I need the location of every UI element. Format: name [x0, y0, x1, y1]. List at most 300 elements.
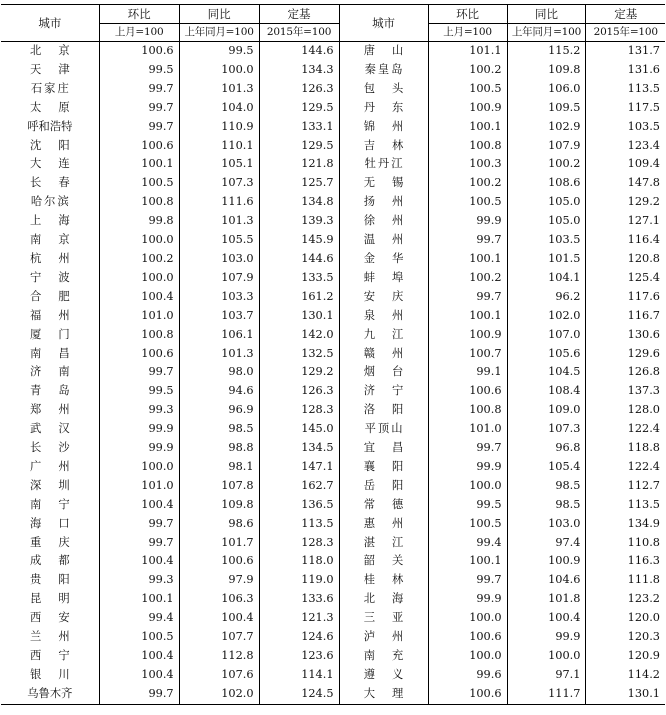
- city-cell: 广州: [1, 458, 99, 477]
- table-row: [1, 250, 665, 269]
- yoy-value-cell: 97.4: [507, 534, 586, 553]
- city-cell: 西宁: [1, 647, 99, 666]
- table-row: [1, 666, 665, 685]
- mom-value-cell: 100.6: [428, 628, 507, 647]
- fixed-value-cell: 122.4: [586, 420, 665, 439]
- mom-value-cell: 101.0: [428, 420, 507, 439]
- table-row: [1, 382, 665, 401]
- city-cell: 厦门: [1, 326, 99, 345]
- fixed-value-cell: 120.8: [586, 250, 665, 269]
- city-cell: 重庆: [1, 534, 99, 553]
- city-cell: 徐州: [339, 212, 428, 231]
- yoy-value-cell: 102.9: [507, 118, 586, 137]
- fixed-value-cell: 161.2: [259, 288, 339, 307]
- city-cell: 武汉: [1, 420, 99, 439]
- mom-value-cell: 99.7: [428, 439, 507, 458]
- mom-value-cell: 99.1: [428, 363, 507, 382]
- yoy-value-cell: 99.5: [179, 42, 259, 61]
- yoy-value-cell: 109.8: [507, 61, 586, 80]
- city-cell: 济宁: [339, 382, 428, 401]
- table-row: [1, 609, 665, 628]
- fixed-value-cell: 137.3: [586, 382, 665, 401]
- mom-value-cell: 100.4: [99, 647, 179, 666]
- yoy-value-cell: 103.5: [507, 231, 586, 250]
- mom-value-cell: 100.0: [428, 609, 507, 628]
- city-header-right: 城市: [339, 5, 428, 42]
- mom-value-cell: 99.7: [99, 118, 179, 137]
- fixed-value-cell: 120.9: [586, 647, 665, 666]
- header-row-sub: [1, 24, 665, 42]
- city-cell: 温州: [339, 231, 428, 250]
- yoy-value-cell: 110.1: [179, 137, 259, 156]
- mom-value-cell: 99.4: [428, 534, 507, 553]
- city-cell: 金华: [339, 250, 428, 269]
- mom-value-cell: 99.7: [428, 288, 507, 307]
- fixed-value-cell: 133.6: [259, 590, 339, 609]
- table-row: [1, 496, 665, 515]
- fixed-value-cell: 124.6: [259, 628, 339, 647]
- mom-value-cell: 100.2: [428, 269, 507, 288]
- city-cell: 长沙: [1, 439, 99, 458]
- city-cell: 宜昌: [339, 439, 428, 458]
- fixed-value-cell: 129.2: [259, 363, 339, 382]
- mom-value-cell: 99.7: [428, 571, 507, 590]
- price-index-table-container: [1, 4, 665, 705]
- yoy-value-cell: 105.5: [179, 231, 259, 250]
- yoy-value-cell: 101.7: [179, 534, 259, 553]
- fixed-value-cell: 117.5: [586, 99, 665, 118]
- fixed-value-cell: 123.6: [259, 647, 339, 666]
- yoy-value-cell: 104.1: [507, 269, 586, 288]
- city-cell: 大理: [339, 685, 428, 704]
- yoy-header-left: 同比: [179, 5, 259, 24]
- fixed-value-cell: 123.4: [586, 137, 665, 156]
- city-cell: 唐山: [339, 42, 428, 61]
- city-cell: 洛阳: [339, 401, 428, 420]
- city-cell: 南宁: [1, 496, 99, 515]
- city-cell: 吉林: [339, 137, 428, 156]
- yoy-value-cell: 102.0: [507, 307, 586, 326]
- mom-value-cell: 100.5: [428, 80, 507, 99]
- fixed-value-cell: 130.6: [586, 326, 665, 345]
- mom-value-cell: 99.5: [428, 496, 507, 515]
- mom-value-cell: 99.3: [99, 571, 179, 590]
- yoy-value-cell: 103.0: [179, 250, 259, 269]
- fixed-value-cell: 144.6: [259, 42, 339, 61]
- city-cell: 秦皇岛: [339, 61, 428, 80]
- fixed-value-cell: 130.1: [259, 307, 339, 326]
- yoy-value-cell: 103.3: [179, 288, 259, 307]
- fixed-value-cell: 147.8: [586, 174, 665, 193]
- city-cell: 蚌埠: [339, 269, 428, 288]
- mom-value-cell: 100.5: [99, 628, 179, 647]
- table-row: [1, 458, 665, 477]
- yoy-value-cell: 98.6: [179, 515, 259, 534]
- fixed-value-cell: 136.5: [259, 496, 339, 515]
- table-row: [1, 420, 665, 439]
- fixed-value-cell: 129.5: [259, 99, 339, 118]
- fixed-value-cell: 129.2: [586, 193, 665, 212]
- fixed-value-cell: 125.4: [586, 269, 665, 288]
- city-cell: 北京: [1, 42, 99, 61]
- fixed-value-cell: 127.1: [586, 212, 665, 231]
- yoy-value-cell: 101.8: [507, 590, 586, 609]
- fixed-value-cell: 118.8: [586, 439, 665, 458]
- yoy-value-cell: 107.3: [507, 420, 586, 439]
- city-cell: 泉州: [339, 307, 428, 326]
- fixed-subheader-left: 2015年=100: [259, 24, 339, 42]
- city-cell: 九江: [339, 326, 428, 345]
- header-row-main: [1, 5, 665, 24]
- city-cell: 济南: [1, 363, 99, 382]
- mom-value-cell: 100.8: [99, 193, 179, 212]
- fixed-header-right: 定基: [586, 5, 665, 24]
- fixed-value-cell: 133.5: [259, 269, 339, 288]
- mom-value-cell: 100.0: [99, 269, 179, 288]
- fixed-value-cell: 131.7: [586, 42, 665, 61]
- yoy-value-cell: 100.0: [507, 647, 586, 666]
- city-cell: 长春: [1, 174, 99, 193]
- yoy-value-cell: 98.1: [179, 458, 259, 477]
- yoy-value-cell: 108.6: [507, 174, 586, 193]
- mom-value-cell: 100.0: [99, 231, 179, 250]
- table-body: [1, 42, 665, 705]
- mom-value-cell: 100.8: [99, 326, 179, 345]
- table-row: [1, 174, 665, 193]
- fixed-value-cell: 134.9: [586, 515, 665, 534]
- table-row: [1, 137, 665, 156]
- mom-value-cell: 99.5: [99, 61, 179, 80]
- city-cell: 无锡: [339, 174, 428, 193]
- city-cell: 昆明: [1, 590, 99, 609]
- mom-value-cell: 100.6: [428, 382, 507, 401]
- yoy-value-cell: 104.5: [507, 363, 586, 382]
- city-cell: 郑州: [1, 401, 99, 420]
- mom-subheader-left: 上月=100: [99, 24, 179, 42]
- table-row: [1, 477, 665, 496]
- yoy-value-cell: 107.9: [179, 269, 259, 288]
- fixed-value-cell: 134.3: [259, 61, 339, 80]
- mom-value-cell: 100.9: [428, 326, 507, 345]
- city-header-left: 城市: [1, 5, 99, 42]
- table-row: [1, 99, 665, 118]
- mom-value-cell: 101.0: [99, 307, 179, 326]
- city-cell: 丹东: [339, 99, 428, 118]
- city-cell: 扬州: [339, 193, 428, 212]
- fixed-value-cell: 109.4: [586, 155, 665, 174]
- mom-value-cell: 99.9: [99, 420, 179, 439]
- yoy-value-cell: 109.8: [179, 496, 259, 515]
- fixed-value-cell: 120.0: [586, 609, 665, 628]
- fixed-value-cell: 113.5: [586, 80, 665, 99]
- yoy-value-cell: 107.6: [179, 666, 259, 685]
- city-cell: 牡丹江: [339, 155, 428, 174]
- table-row: [1, 628, 665, 647]
- mom-header-right: 环比: [428, 5, 507, 24]
- fixed-value-cell: 114.1: [259, 666, 339, 685]
- fixed-value-cell: 145.9: [259, 231, 339, 250]
- mom-value-cell: 100.1: [428, 250, 507, 269]
- mom-header-left: 环比: [99, 5, 179, 24]
- table-row: [1, 288, 665, 307]
- yoy-value-cell: 109.0: [507, 401, 586, 420]
- fixed-value-cell: 110.8: [586, 534, 665, 553]
- city-cell: 南充: [339, 647, 428, 666]
- yoy-value-cell: 105.0: [507, 212, 586, 231]
- city-cell: 遵义: [339, 666, 428, 685]
- mom-value-cell: 99.9: [428, 590, 507, 609]
- mom-value-cell: 100.6: [428, 685, 507, 704]
- mom-value-cell: 101.1: [428, 42, 507, 61]
- mom-value-cell: 100.2: [99, 250, 179, 269]
- yoy-value-cell: 98.5: [507, 477, 586, 496]
- mom-value-cell: 99.3: [99, 401, 179, 420]
- city-cell: 太原: [1, 99, 99, 118]
- table-row: [1, 534, 665, 553]
- yoy-value-cell: 100.0: [179, 61, 259, 80]
- yoy-value-cell: 108.4: [507, 382, 586, 401]
- yoy-value-cell: 111.7: [507, 685, 586, 704]
- fixed-value-cell: 131.6: [586, 61, 665, 80]
- yoy-value-cell: 107.7: [179, 628, 259, 647]
- city-cell: 银川: [1, 666, 99, 685]
- fixed-value-cell: 162.7: [259, 477, 339, 496]
- yoy-value-cell: 109.5: [507, 99, 586, 118]
- city-cell: 深圳: [1, 477, 99, 496]
- table-row: [1, 515, 665, 534]
- yoy-value-cell: 98.5: [179, 420, 259, 439]
- fixed-value-cell: 124.5: [259, 685, 339, 704]
- fixed-value-cell: 126.3: [259, 80, 339, 99]
- table-row: [1, 345, 665, 364]
- fixed-value-cell: 119.0: [259, 571, 339, 590]
- yoy-value-cell: 98.8: [179, 439, 259, 458]
- yoy-subheader-right: 上年同月=100: [507, 24, 586, 42]
- yoy-value-cell: 107.9: [507, 137, 586, 156]
- city-cell: 天津: [1, 61, 99, 80]
- mom-value-cell: 100.0: [99, 458, 179, 477]
- table-row: [1, 363, 665, 382]
- city-cell: 兰州: [1, 628, 99, 647]
- mom-value-cell: 99.6: [428, 666, 507, 685]
- table-row: [1, 42, 665, 61]
- city-cell: 惠州: [339, 515, 428, 534]
- fixed-value-cell: 113.5: [586, 496, 665, 515]
- yoy-value-cell: 96.2: [507, 288, 586, 307]
- city-cell: 西安: [1, 609, 99, 628]
- mom-value-cell: 100.4: [99, 552, 179, 571]
- yoy-value-cell: 107.3: [179, 174, 259, 193]
- mom-value-cell: 100.4: [99, 666, 179, 685]
- yoy-value-cell: 107.8: [179, 477, 259, 496]
- yoy-value-cell: 105.6: [507, 345, 586, 364]
- fixed-value-cell: 134.8: [259, 193, 339, 212]
- table-row: [1, 212, 665, 231]
- mom-value-cell: 100.8: [428, 401, 507, 420]
- fixed-value-cell: 132.5: [259, 345, 339, 364]
- yoy-value-cell: 111.6: [179, 193, 259, 212]
- city-cell: 安庆: [339, 288, 428, 307]
- fixed-value-cell: 121.8: [259, 155, 339, 174]
- fixed-value-cell: 128.3: [259, 534, 339, 553]
- yoy-value-cell: 97.1: [507, 666, 586, 685]
- mom-value-cell: 100.1: [428, 552, 507, 571]
- table-row: [1, 571, 665, 590]
- yoy-value-cell: 112.8: [179, 647, 259, 666]
- fixed-value-cell: 114.2: [586, 666, 665, 685]
- city-cell: 青岛: [1, 382, 99, 401]
- city-cell: 南京: [1, 231, 99, 250]
- city-cell: 福州: [1, 307, 99, 326]
- city-cell: 成都: [1, 552, 99, 571]
- table-row: [1, 118, 665, 137]
- fixed-value-cell: 126.3: [259, 382, 339, 401]
- yoy-value-cell: 110.9: [179, 118, 259, 137]
- yoy-value-cell: 100.4: [507, 609, 586, 628]
- yoy-value-cell: 98.5: [507, 496, 586, 515]
- city-cell: 上海: [1, 212, 99, 231]
- fixed-value-cell: 144.6: [259, 250, 339, 269]
- yoy-value-cell: 106.3: [179, 590, 259, 609]
- mom-value-cell: 99.4: [99, 609, 179, 628]
- city-cell: 杭州: [1, 250, 99, 269]
- mom-value-cell: 100.6: [99, 137, 179, 156]
- mom-value-cell: 100.4: [99, 496, 179, 515]
- city-cell: 襄阳: [339, 458, 428, 477]
- city-cell: 大连: [1, 155, 99, 174]
- fixed-value-cell: 128.0: [586, 401, 665, 420]
- table-row: [1, 647, 665, 666]
- yoy-value-cell: 100.4: [179, 609, 259, 628]
- mom-value-cell: 99.7: [99, 515, 179, 534]
- mom-value-cell: 100.5: [428, 193, 507, 212]
- mom-value-cell: 100.1: [428, 307, 507, 326]
- city-cell: 赣州: [339, 345, 428, 364]
- fixed-value-cell: 117.6: [586, 288, 665, 307]
- city-cell: 岳阳: [339, 477, 428, 496]
- mom-value-cell: 100.2: [428, 61, 507, 80]
- fixed-value-cell: 116.7: [586, 307, 665, 326]
- city-cell: 泸州: [339, 628, 428, 647]
- table-header: [1, 5, 665, 42]
- fixed-value-cell: 123.2: [586, 590, 665, 609]
- yoy-value-cell: 104.6: [507, 571, 586, 590]
- city-cell: 韶关: [339, 552, 428, 571]
- table-row: [1, 326, 665, 345]
- city-cell: 锦州: [339, 118, 428, 137]
- table-row: [1, 231, 665, 250]
- yoy-subheader-left: 上年同月=100: [179, 24, 259, 42]
- mom-value-cell: 100.2: [428, 174, 507, 193]
- city-cell: 乌鲁木齐: [1, 685, 99, 704]
- mom-value-cell: 99.9: [99, 439, 179, 458]
- fixed-header-left: 定基: [259, 5, 339, 24]
- fixed-value-cell: 133.1: [259, 118, 339, 137]
- mom-value-cell: 99.9: [428, 212, 507, 231]
- city-cell: 烟台: [339, 363, 428, 382]
- fixed-value-cell: 134.5: [259, 439, 339, 458]
- city-cell: 合肥: [1, 288, 99, 307]
- yoy-value-cell: 96.8: [507, 439, 586, 458]
- yoy-value-cell: 103.7: [179, 307, 259, 326]
- mom-value-cell: 100.9: [428, 99, 507, 118]
- city-cell: 桂林: [339, 571, 428, 590]
- mom-value-cell: 101.0: [99, 477, 179, 496]
- yoy-value-cell: 105.4: [507, 458, 586, 477]
- fixed-value-cell: 128.3: [259, 401, 339, 420]
- city-cell: 平顶山: [339, 420, 428, 439]
- mom-value-cell: 100.4: [99, 288, 179, 307]
- yoy-value-cell: 100.9: [507, 552, 586, 571]
- table-row: [1, 439, 665, 458]
- mom-value-cell: 99.9: [428, 458, 507, 477]
- mom-value-cell: 99.7: [428, 231, 507, 250]
- city-cell: 包头: [339, 80, 428, 99]
- fixed-value-cell: 129.5: [259, 137, 339, 156]
- fixed-value-cell: 103.5: [586, 118, 665, 137]
- fixed-value-cell: 142.0: [259, 326, 339, 345]
- fixed-value-cell: 125.7: [259, 174, 339, 193]
- fixed-value-cell: 145.0: [259, 420, 339, 439]
- fixed-value-cell: 111.8: [586, 571, 665, 590]
- table-row: [1, 685, 665, 704]
- yoy-value-cell: 106.0: [507, 80, 586, 99]
- yoy-value-cell: 115.2: [507, 42, 586, 61]
- yoy-value-cell: 101.3: [179, 212, 259, 231]
- mom-value-cell: 99.7: [99, 99, 179, 118]
- mom-value-cell: 99.7: [99, 363, 179, 382]
- mom-value-cell: 100.6: [99, 42, 179, 61]
- mom-value-cell: 99.5: [99, 382, 179, 401]
- fixed-value-cell: 147.1: [259, 458, 339, 477]
- city-cell: 海口: [1, 515, 99, 534]
- yoy-value-cell: 101.3: [179, 345, 259, 364]
- yoy-value-cell: 94.6: [179, 382, 259, 401]
- yoy-value-cell: 105.0: [507, 193, 586, 212]
- yoy-value-cell: 104.0: [179, 99, 259, 118]
- mom-value-cell: 99.7: [99, 80, 179, 99]
- mom-value-cell: 100.1: [99, 155, 179, 174]
- city-cell: 贵阳: [1, 571, 99, 590]
- city-cell: 三亚: [339, 609, 428, 628]
- yoy-value-cell: 100.6: [179, 552, 259, 571]
- city-cell: 沈阳: [1, 137, 99, 156]
- mom-value-cell: 100.5: [428, 515, 507, 534]
- fixed-value-cell: 116.3: [586, 552, 665, 571]
- yoy-value-cell: 106.1: [179, 326, 259, 345]
- yoy-value-cell: 100.2: [507, 155, 586, 174]
- mom-value-cell: 100.6: [99, 345, 179, 364]
- yoy-value-cell: 97.9: [179, 571, 259, 590]
- yoy-value-cell: 107.0: [507, 326, 586, 345]
- fixed-value-cell: 118.0: [259, 552, 339, 571]
- fixed-value-cell: 120.3: [586, 628, 665, 647]
- city-cell: 呼和浩特: [1, 118, 99, 137]
- yoy-value-cell: 101.5: [507, 250, 586, 269]
- table-row: [1, 590, 665, 609]
- fixed-value-cell: 139.3: [259, 212, 339, 231]
- table-row: [1, 307, 665, 326]
- fixed-value-cell: 121.3: [259, 609, 339, 628]
- mom-value-cell: 100.0: [428, 647, 507, 666]
- mom-value-cell: 99.8: [99, 212, 179, 231]
- yoy-value-cell: 99.9: [507, 628, 586, 647]
- city-cell: 哈尔滨: [1, 193, 99, 212]
- fixed-value-cell: 122.4: [586, 458, 665, 477]
- city-cell: 北海: [339, 590, 428, 609]
- table-row: [1, 401, 665, 420]
- mom-value-cell: 99.7: [99, 685, 179, 704]
